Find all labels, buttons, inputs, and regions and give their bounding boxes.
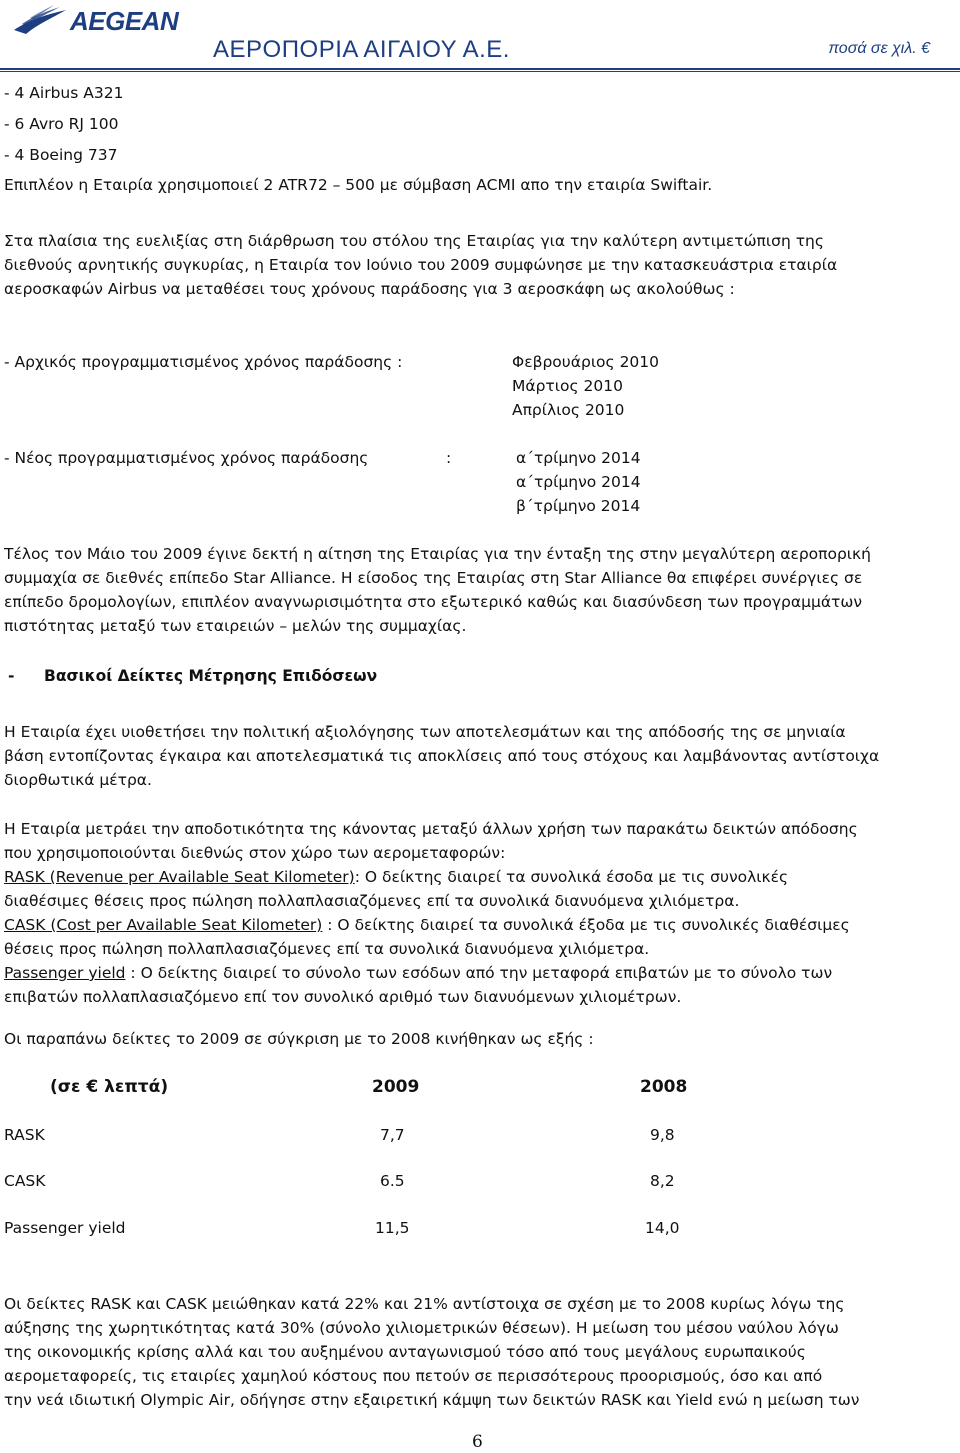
text-line: την νεά ιδιωτική Olympic Air, οδήγησε στην εξαιρετική κάμψη των δεικτών RASK και Yield ενώ η μείωση των [4, 1391, 860, 1409]
table-cell: 6.5 [380, 1172, 405, 1190]
table-cell: 9,8 [650, 1126, 675, 1144]
page-number: 6 [472, 1432, 483, 1452]
yield-term: Passenger yield [4, 964, 126, 982]
text-line: αύξησης της χωρητικότητας κατά 30% (σύνολο χιλιομετρικών θέσεων). Η μείωση του μέσου ναύλου λόγω [4, 1319, 839, 1337]
new-date: α΄τρίμηνο 2014 [516, 449, 641, 467]
results-paragraph [4, 1292, 956, 1412]
original-date: Φεβρουάριος 2010 [512, 353, 660, 371]
text-line: Τέλος τον Μάιο του 2009 έγινε δεκτή η αίτηση της Εταιρίας για την ένταξη της στην μεγαλύτερη αεροπορική [4, 545, 872, 563]
yield-definition [4, 961, 956, 985]
new-schedule-colon: : [446, 449, 452, 467]
cask-text: : Ο δείκτης διαιρεί τα συνολικά έξοδα με τις συνολικές διαθέσιμες [322, 916, 850, 934]
new-date: α΄τρίμηνο 2014 [516, 473, 641, 491]
table-unit-header: (σε € λεπτά) [50, 1077, 169, 1097]
original-schedule-label: - Αρχικός προγραμματισμένος χρόνος παράδοσης : [4, 353, 403, 371]
text-line: διορθωτικά μέτρα. [4, 771, 152, 789]
text-line: αεροσκαφών Airbus να μεταθέσει τους χρόνους παράδοσης για 3 αεροσκάφη ως ακολούθως : [4, 280, 735, 298]
rask-term: RASK (Revenue per Available Seat Kilometer) [4, 868, 355, 886]
text-line: της οικονομικής κρίσης αλλά και του αυξημένου ανταγωνισμού τόσο από τους μεγάλους ευρωπαικούς [4, 1343, 806, 1361]
table-cell: 8,2 [650, 1172, 675, 1190]
text-line: Η Εταιρία έχει υιοθετήσει την πολιτική αξιολόγησης των αποτελεσμάτων και της απόδοσής της σε μηνιαία [4, 723, 846, 741]
header-rule-thin [0, 71, 960, 72]
fleet-item: - 4 Airbus A321 [4, 84, 124, 102]
original-date: Μάρτιος 2010 [512, 377, 623, 395]
text-line: θέσεις προς πώληση πολλαπλασιαζόμενες επί τα συνολικά διανυόμενα χιλιόμετρα. [4, 940, 650, 958]
cask-term: CASK (Cost per Available Seat Kilometer) [4, 916, 323, 934]
text-line: συμμαχία σε διεθνές επίπεδο Star Alliance. Η είσοδος της Εταιρίας στη Star Alliance θα επιφέρει συνέργιες σε [4, 569, 863, 587]
new-schedule-label: - Νέος προγραμματισμένος χρόνος παράδοσης [4, 449, 369, 467]
kpi-heading-dash: - [8, 667, 15, 685]
header-rule [0, 68, 960, 70]
table-row-label: CASK [4, 1172, 46, 1190]
text-line: επίπεδο δρομολογίων, επιπλέον αναγνωρισιμότητα στο εξωτερικό καθώς και διασύνδεση των προγραμμάτων [4, 593, 863, 611]
original-date: Απρίλιος 2010 [512, 401, 625, 419]
aegean-logo [12, 4, 178, 38]
new-date: β΄τρίμηνο 2014 [516, 497, 641, 515]
table-cell: 14,0 [645, 1219, 680, 1237]
acmi-note: Επιπλέον η Εταιρία χρησιμοποιεί 2 ATR72 – 500 με σύμβαση ACMI απο την εταιρία Swiftair. [4, 176, 713, 194]
text-line: πιστότητας μεταξύ των εταιρειών – μελών της συμμαχίας. [4, 617, 467, 635]
text-line: επιβατών πολλαπλασιαζόμενο επί τον συνολικό αριθμό των διανυόμενων χιλιομέτρων. [4, 988, 682, 1006]
aegean-bird-icon [12, 4, 68, 38]
policy-paragraph [4, 720, 956, 792]
aegean-logo-text: AEGEAN [70, 5, 179, 36]
text-line: αερομεταφορείς, τις εταιρίες χαμηλού κόστους που πετούν σε περισσότερους προορισμούς, όσο και από [4, 1367, 823, 1385]
fleet-item: - 4 Boeing 737 [4, 146, 118, 164]
yield-text: : Ο δείκτης διαιρεί το σύνολο των εσόδων από την μεταφορά επιβατών με το σύνολο των [125, 964, 833, 982]
text-line: διαθέσιμες θέσεις προς πώληση πολλαπλασιαζόμενες επί τα συνολικά διανυόμενα χιλιόμετρα. [4, 892, 740, 910]
text-line: βάση εντοπίζοντας έγκαιρα και αποτελεσματικά τις αποκλίσεις από τους στόχους και λαμβάνοντας αντίστοιχα [4, 747, 880, 765]
units-note: ποσά σε χιλ. € [828, 40, 930, 57]
comparison-intro: Οι παραπάνω δείκτες το 2009 σε σύγκριση με το 2008 κινήθηκαν ως εξής : [4, 1030, 594, 1048]
cask-definition [4, 913, 956, 937]
kpi-heading: Βασικοί Δείκτες Μέτρησης Επιδόσεων [44, 667, 378, 685]
text-line: που χρησιμοποιούνται διεθνώς στον χώρο των αερομεταφορών: [4, 844, 506, 862]
table-cell: 11,5 [375, 1219, 410, 1237]
table-row-label: Passenger yield [4, 1219, 126, 1237]
fleet-flex-paragraph [4, 229, 956, 301]
rask-text: : Ο δείκτης διαιρεί τα συνολικά έσοδα με τις συνολικές [354, 868, 789, 886]
table-cell: 7,7 [380, 1126, 405, 1144]
text-line: Η Εταιρία μετράει την αποδοτικότητα της κάνοντας μεταξύ άλλων χρήση των παρακάτω δεικτών απόδοσης [4, 820, 858, 838]
measurement-paragraph [4, 817, 956, 1009]
table-row-label: RASK [4, 1126, 45, 1144]
table-col-2008: 2008 [640, 1077, 688, 1097]
rask-definition [4, 865, 956, 889]
star-alliance-paragraph [4, 542, 956, 638]
company-name: ΑΕΡΟΠΟΡΙΑ ΑΙΓΑΙΟΥ Α.Ε. [213, 36, 510, 63]
text-line: διεθνούς αρνητικής συγκυρίας, η Εταιρία τον Ιούνιο του 2009 συμφώνησε με την κατασκευάστρια εταιρία [4, 256, 838, 274]
text-line: Οι δείκτες RASK και CASK μειώθηκαν κατά 22% και 21% αντίστοιχα σε σχέση με το 2008 κυρίως λόγω της [4, 1295, 845, 1313]
table-col-2009: 2009 [372, 1077, 420, 1097]
fleet-item: - 6 Avro RJ 100 [4, 115, 119, 133]
text-line: Στα πλαίσια της ευελιξίας στη διάρθρωση του στόλου της Εταιρίας για την καλύτερη αντιμετώπιση της [4, 232, 824, 250]
